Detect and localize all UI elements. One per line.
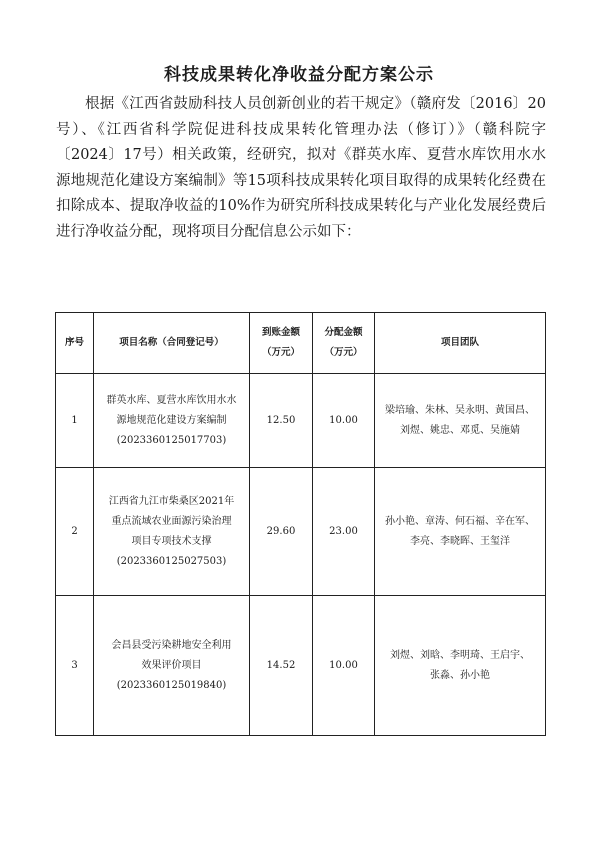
row-received-amount: 29.60	[250, 468, 313, 596]
table-row	[56, 374, 546, 468]
row-seq: 3	[56, 596, 94, 736]
project-name-line: 效果评价项目	[141, 659, 202, 671]
intro-paragraph: 根据《江西省鼓励科技人员创新创业的若干规定》（赣府发〔2016〕20号）、《江西省科学院促进科技成果转化管理办法（修订）》（赣科院字〔2024〕17号）相关政策，经研究，拟对《群英水库、夏营水库饮用水水源地规范化建设方案编制》等15项科技成果转化项目取得的成果转化经费在扣除成本、提取净收益的10%作为研究所科技成果转化与产业化发展经费后进行净收益分配，现将项目分配信息公示如下：	[56, 96, 546, 240]
contract-number: (2023360125019840)	[116, 679, 227, 691]
project-name-line: 群英水库、夏营水库饮用水水	[106, 394, 237, 406]
row-project-name	[94, 596, 250, 736]
header-project-name: 项目名称（合同登记号）	[94, 313, 250, 374]
team-line: 梁培瑜、朱林、吴永明、黄国昌、	[385, 404, 535, 416]
row-allocated-amount: 10.00	[313, 374, 375, 468]
project-name-line: 重点流域农业面源污染治理	[111, 515, 232, 527]
row-received-amount: 12.50	[250, 374, 313, 468]
row-project-name	[94, 374, 250, 468]
row-received-amount: 14.52	[250, 596, 313, 736]
contract-number: (2023360125017703)	[116, 434, 227, 446]
project-name-line: 源地规范化建设方案编制	[116, 414, 227, 426]
project-name-line: 江西省九江市柴桑区2021年	[108, 495, 235, 507]
header-received-line2: （万元）	[261, 347, 300, 358]
project-name-line: 会昌县受污染耕地安全利用	[111, 639, 232, 651]
table-header-row	[56, 313, 546, 374]
document-title: 科技成果转化净收益分配方案公示	[164, 65, 434, 85]
team-line: 刘煜、刘晗、李明琦、王启宇、	[390, 649, 530, 661]
row-allocated-amount: 10.00	[313, 596, 375, 736]
header-team: 项目团队	[375, 313, 546, 374]
header-seq: 序号	[56, 313, 94, 374]
header-received-line1: 到账金额	[261, 327, 300, 338]
header-allocated-amount	[313, 313, 375, 374]
row-team	[375, 468, 546, 596]
row-team	[375, 596, 546, 736]
header-allocated-line2: （万元）	[324, 347, 363, 358]
team-line: 张淼、孙小艳	[430, 669, 490, 681]
row-seq: 1	[56, 374, 94, 468]
contract-number: (2023360125027503)	[116, 555, 227, 567]
team-line: 孙小艳、章涛、何石福、辛在军、	[385, 515, 535, 527]
allocation-table	[55, 312, 546, 736]
team-line: 刘煜、姚忠、邓觅、吴施婧	[400, 424, 520, 436]
row-allocated-amount: 23.00	[313, 468, 375, 596]
table-row	[56, 468, 546, 596]
header-allocated-line1: 分配金额	[324, 327, 363, 338]
table-row	[56, 596, 546, 736]
project-name-line: 项目专项技术支撑	[131, 535, 212, 547]
row-project-name	[94, 468, 250, 596]
row-team	[375, 374, 546, 468]
row-seq: 2	[56, 468, 94, 596]
team-line: 李亮、李晓晖、王玺洋	[410, 535, 510, 547]
header-received-amount	[250, 313, 313, 374]
